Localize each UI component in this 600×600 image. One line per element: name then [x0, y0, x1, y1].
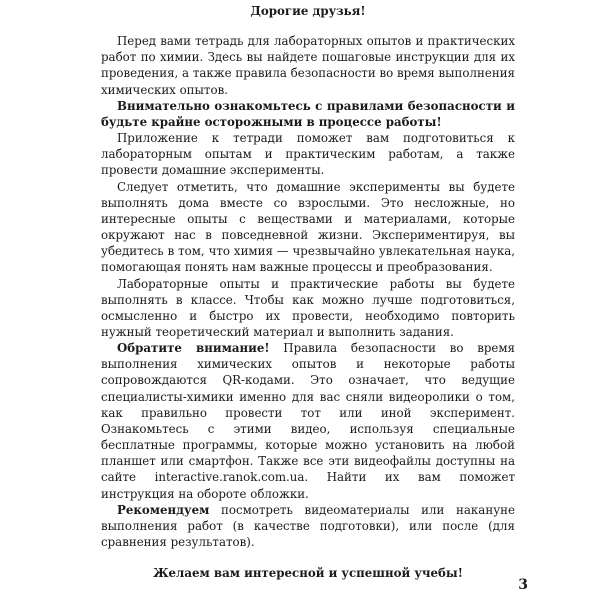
paragraph-home-experiments: [101, 179, 515, 276]
recommend-emphasis: Рекомендуем: [117, 502, 210, 517]
paragraph-lab-work: [101, 276, 515, 341]
paragraph-text: Следует отметить, что домашние эксперименты вы будете выполнять дома вместе со взрослыми. Это несложные, но интересные опыты с веществами и материалами, которые окружают нас в повседневной жизни. Экспериментируя, вы убедитесь в том, что химия — чрезвычайно увлекательная наука, помогающая понять нам важные процессы и преобразования.: [101, 179, 515, 275]
paragraph-safety-warning: [101, 98, 515, 130]
paragraph-qr-codes: [101, 340, 515, 502]
page-content: [101, 3, 515, 581]
paragraph-intro: [101, 33, 515, 98]
paragraph-appendix: [101, 130, 515, 178]
paragraph-recommendation: [101, 502, 515, 550]
paragraph-text: Перед вами тетрадь для лабораторных опытов и практических работ по химии. Здесь вы найдете пошаговые инструкции для их проведения, а также правила безопасности во время выполнения химических опытов.: [101, 34, 515, 97]
attention-emphasis: Обратите внимание!: [117, 341, 270, 356]
paragraph-text: Лабораторные опыты и практические работы вы будете выполнять в классе. Чтобы как можно лучше подготовиться, осмысленно и быстро их провести, необходимо повторить нужный теоретический материал и выполнить задания.: [101, 276, 515, 339]
page-title: Дорогие друзья!: [250, 4, 366, 18]
paragraph-text: посмотреть видеоматериалы или накануне выполнения работ (в качестве подготовки), или после (для сравнения результатов).: [101, 502, 515, 549]
safety-warning-emphasis: Внимательно ознакомьтесь с правилами безопасности и будьте крайне осторожными в процессе работы!: [101, 98, 515, 129]
paragraph-text: Правила безопасности во время выполнения химических опытов и некоторые работы сопровождаются QR-кодами. Это означает, что ведущие специалисты-химики именно для вас сняли видеоролики о том, как правильно провести тот или иной эксперимент. Ознакомьтесь с этими видео, используя специальные бесплатные программы, которые можно установить на любой планшет или смартфон. Также все эти видеофайлы доступны на сайте interactive.ranok.com.ua. Найти их вам поможет инструкция на обороте обложки.: [101, 341, 515, 501]
page-number: 3: [518, 577, 528, 593]
closing-wish: Желаем вам интересной и успешной учебы!: [153, 566, 463, 581]
paragraph-text: Приложение к тетради поможет вам подготовиться к лабораторным опытам и практическим работам, а также провести домашние эксперименты.: [101, 131, 515, 178]
